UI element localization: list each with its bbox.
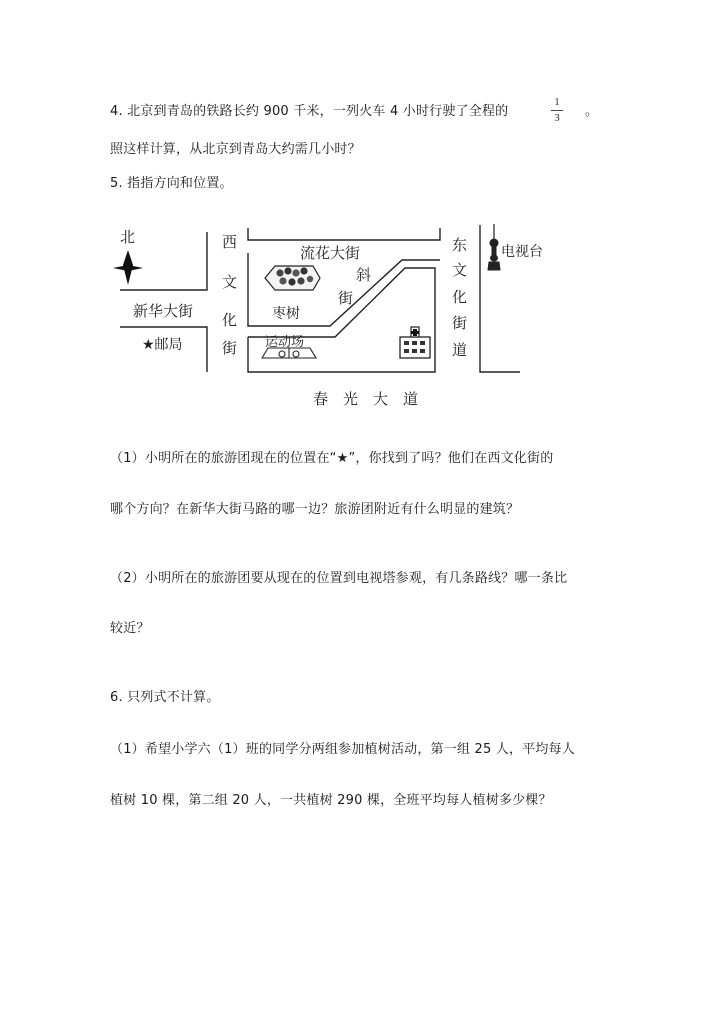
chunguang-avenue-label: 春 光 大 道 (313, 390, 419, 408)
q6-title: 6. 只列式不计算。 (110, 690, 220, 705)
tv-station-label: 电视台 (501, 244, 543, 260)
date-trees-icon (265, 266, 320, 290)
q6-sub1-line1: （1）希望小学六（1）班的同学分两组参加植树活动，第一组 25 人，平均每人 (110, 742, 575, 757)
xie-street-char-1: 斜 (356, 266, 372, 284)
east-street-char-2: 文 (452, 261, 468, 279)
street-map (0, 0, 720, 420)
q4-line2: 照这样计算，从北京到青岛大约需几小时？ (110, 142, 361, 157)
q5-sub2-line2: 较近？ (110, 621, 150, 636)
xie-street-char-2: 街 (338, 289, 354, 307)
road-edge-top (248, 228, 440, 240)
playground-label: 运动场 (265, 335, 305, 350)
tv-tower-icon (488, 224, 500, 270)
north-compass-icon (113, 250, 143, 285)
north-label: 北 (120, 228, 136, 246)
q5-sub1-line1: （1）小明所在的旅游团现在的位置在“★”，你找到了吗？他们在西文化街的 (110, 451, 554, 466)
q5-title: 5. 指指方向和位置。 (110, 176, 233, 191)
liuhua-street-label: 流花大街 (300, 244, 361, 262)
hospital-icon (400, 327, 430, 358)
fraction-numerator: 1 (554, 96, 560, 108)
east-street-char-4: 街 (452, 314, 468, 332)
west-street-char-2: 文 (222, 273, 238, 291)
q4-line1: 4. 北京到青岛的铁路长约 900 千米，一列火车 4 小时行驶了全程的 (110, 104, 509, 119)
q5-sub2-line1: （2）小明所在的旅游团要从现在的位置到电视塔参观，有几条路线？哪一条比 (110, 571, 568, 586)
q5-sub1-line2: 哪个方向？在新华大街马路的哪一边？旅游团附近有什么明显的建筑？ (110, 502, 520, 517)
fraction-denominator: 3 (554, 112, 560, 124)
west-street-char-1: 西 (222, 233, 238, 251)
xinhua-street-label: 新华大街 (133, 302, 194, 320)
east-street-char-1: 东 (452, 236, 468, 254)
east-street-char-3: 化 (452, 288, 468, 306)
q6-sub1-line2: 植树 10 棵，第二组 20 人，一共植树 290 棵，全班平均每人植树多少棵？ (110, 793, 552, 808)
post-office-label: ★邮局 (142, 337, 183, 353)
date-trees-label: 枣树 (272, 306, 300, 322)
east-street-char-5: 道 (452, 341, 468, 359)
west-street-char-3: 化 (222, 311, 238, 329)
q4-tail: 。 (585, 104, 599, 119)
west-street-char-4: 街 (222, 339, 238, 357)
